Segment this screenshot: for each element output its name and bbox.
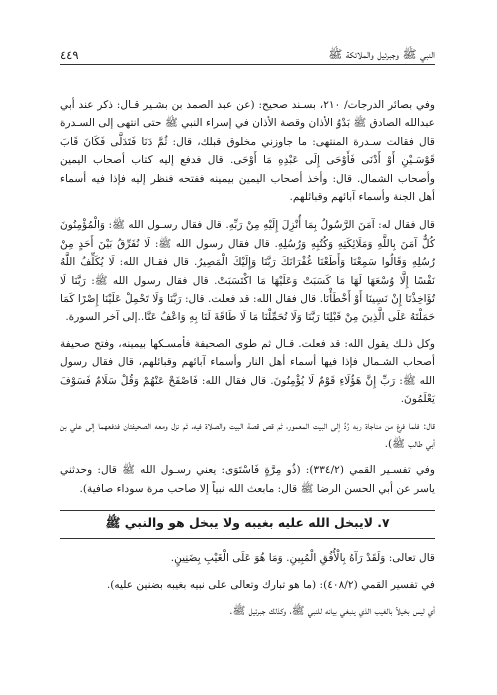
quran-verse-paragraph: قال تعالى: وَلَقَدْ رَآهُ بِالْأُفُقِ الْمُبِينِ. وَمَا هُوَ عَلَى الْغَيْبِ بِضَنِينٍ.: [170, 552, 435, 565]
paragraph-revelation: قال فقال له: آمَنَ الرَّسُولُ بِمَا أُنْزِلَ إِلَيْهِ مِنْ رَبِّهِ. قال فقال رسـول الله ﷺ: وَالْمُؤْمِنُونَ كُلٌّ آمَنَ بِاللَّهِ وَمَلَائِكَتِهِ وَكُتُبِهِ وَرُسُلِهِ. قال فقال رسول الله ﷺ: لَا نُفَرِّقُ بَيْنَ أَحَدٍ مِنْ رُسُلِهِ وَقَالُوا سَمِعْنَا وَأَطَعْنَا غُفْرَانَكَ رَبَّنَا وَإِلَيْكَ الْمَصِيرُ. قال فقـال الله: لَا يُكَلِّفُ اللَّهُ نَفْسًا إِلَّا وُسْعَهَا لَهَا مَا كَسَبَتْ وَعَلَيْهَا مَا اكْتَسَبَتْ. قال فقال رسول الله ﷺ: رَبَّنَا لَا تُؤَاخِذْنَا إِنْ نَسِينَا أَوْ أَخْطَأْنَا. قال فقال الله: قد فعلت. قال: رَبَّنَا وَلَا تَحْمِلْ عَلَيْنَا إِصْرًا كَمَا حَمَلْتَهُ عَلَى الَّذِينَ مِنْ قَبْلِنَا رَبَّنَا وَلَا تُحَمِّلْنَا مَا لَا طَاقَةَ لَنَا بِهِ وَاعْفُ عَنَّا..إلى آخر السورة.: [60, 219, 435, 324]
running-title: النبي ﷺ وجبرئيل والملائكة ﷺ: [328, 46, 435, 61]
paragraph-after-munajat: قال: فلما فرغ من مناجاة ربه رُدَّ إلى البيت المعمور، ثم قص قصة البيت والصلاة فيه، ثم نزل ومعه الصحيفتان فدفعهما إلى علي بن أبي طالب ﷺ).: [60, 419, 435, 450]
paragraph-basair: وفي بصائر الدرجات/ ٢١٠، بسـند صحيح: (عن عبد الصمد بن بشـير قـال: ذكر عند أبي عبدالله الصادق ﷺ بَدْوُ الأذان وقصة الأذان في إسراء النبي ﷺ حتى انتهى إلى السـدرة قال فقالت سـدرة المنتهى: ما جاوزني مخلوق قبلك، قال: ثُمَّ دَنَا فَتَدَلَّى فَكَانَ قَابَ قَوْسَـيْنِ أَوْ أَدْنَى فَأَوْحَى إِلَى عَبْدِهِ مَا أَوْحَى. قال فدفع إليه كتاب أصحاب اليمين وأصحاب الشمال. قال: وأخذ أصحاب اليمين بيمينه ففتحه فنظر إليه فإذا فيه أسماء أهل الجنة وأسماء آبائهم وقبائلهم.: [60, 99, 435, 204]
running-header: [60, 46, 435, 64]
paragraph-left-scroll: وكل ذلـك يقول الله: قد فعلت. قـال ثم طوى الصحيفة فأمسـكها بيمينه، وفتح صحيفة أصحاب الشـمال فإذا فيها أسماء أهل النار وأسماء آبائهم وقبائلهم، قال فقال رسول الله ﷺ: رَبِّ إِنَّ هَؤُلَاءِ قَوْمٌ لَا يُؤْمِنُونَ. قال فقال الله: فَاصْفَحْ عَنْهُمْ وَقُلْ سَلَامٌ فَسَوْفَ يَعْلَمُونَ.: [60, 337, 435, 406]
paragraph-qummi-tafsir: وفي تفسـير القمي (٣٣٤/٢): (ذُو مِرَّةٍ فَاسْتَوَى: يعني رسـول الله ﷺ قال: وحدثني ياسر عن أبي الحسن الرضا ﷺ قال: مابعث الله نبياً إلا صاحب مرة سوداء صافية).: [60, 464, 435, 495]
page-body: [60, 96, 435, 628]
explanation-paragraph: أي ليس بخيلاً بالغيب الذي ينبغي بيانه للنبي ﷺ، وكذلك جبرئيل ﷺ.: [229, 604, 435, 617]
qummi-tafsir-2: في تفسير القمي (٤٠٨/٢): (ما هو تبارك وتعالى على نبيه بغيبه بضنين عليه).: [106, 578, 435, 591]
page-number: ٤٤٩: [60, 48, 79, 62]
header-rule: [60, 64, 435, 65]
section-heading: ٧. لايبخل الله عليه بغيبه ولا يبخل هو والنبي ﷺ: [60, 510, 435, 539]
